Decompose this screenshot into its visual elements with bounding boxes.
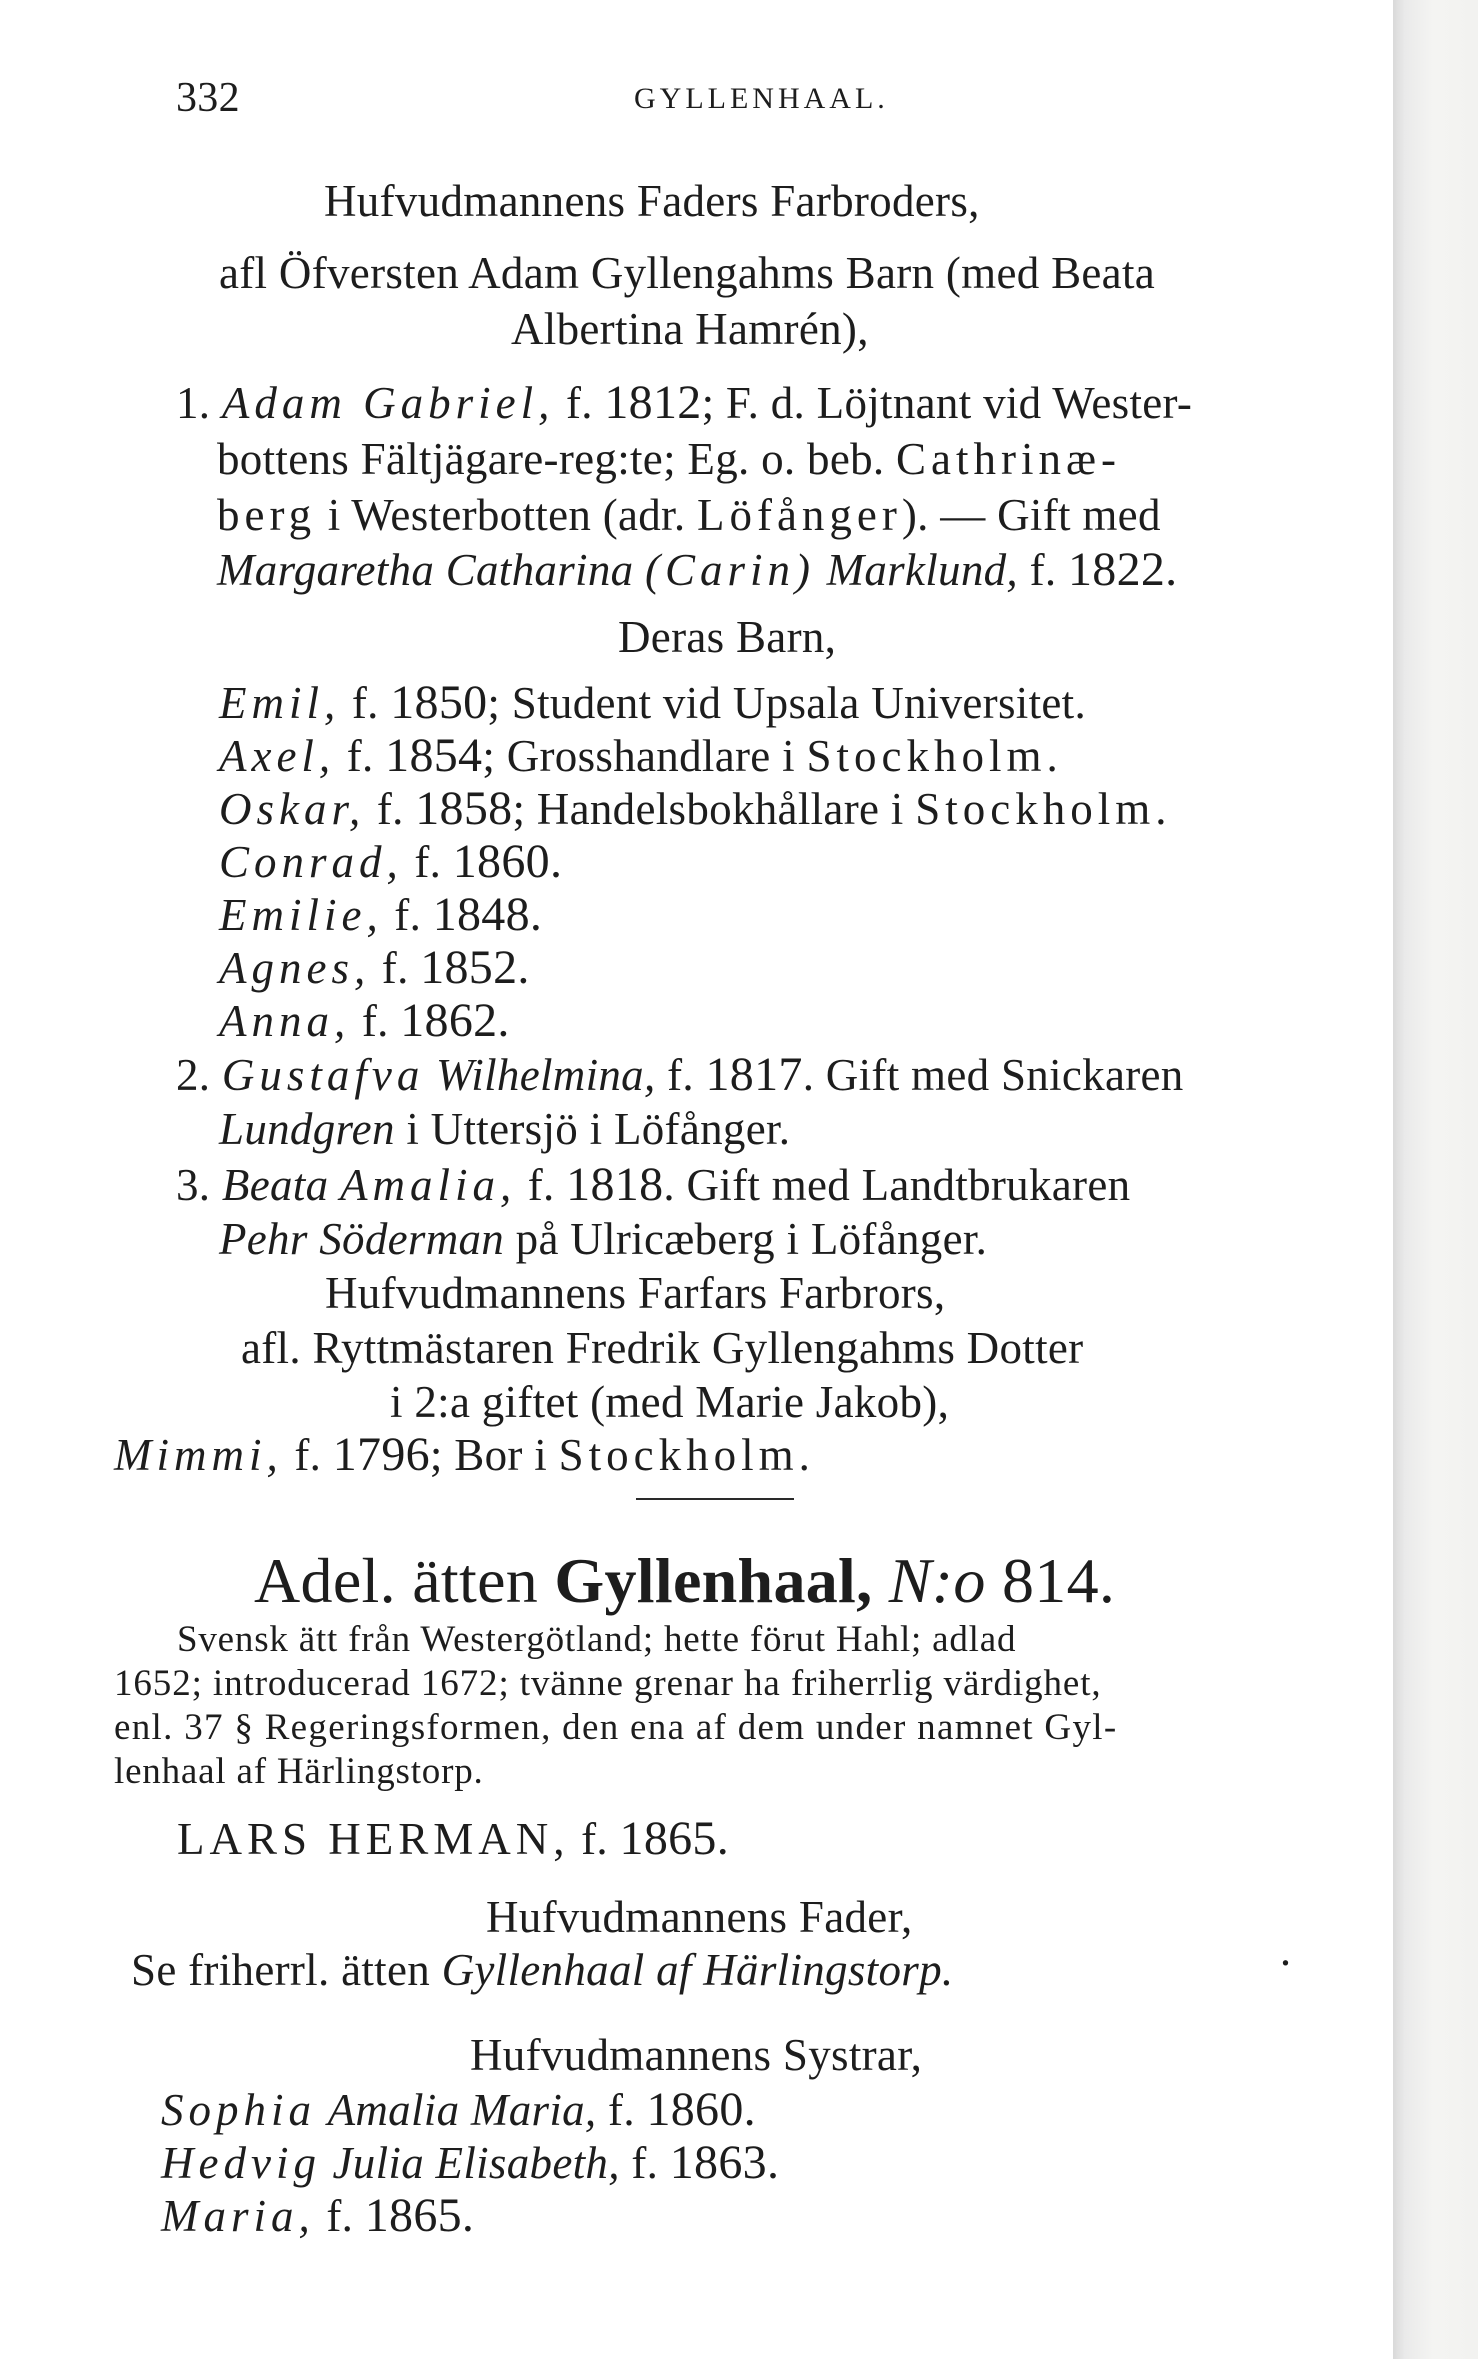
- family-description: lenhaal af Härlingstorp.: [114, 1751, 484, 1792]
- grandchild-entry: Axel, f. 1854; Grosshandlare i Stockholm.: [219, 729, 1063, 782]
- family-title: [254, 1545, 1115, 1617]
- father-reference: Se friherrl. ätten Gyllenhaal af Härlingstorp.: [131, 1945, 954, 1995]
- person-name: Emil,: [219, 678, 341, 728]
- family-title-prefix: Adel. ätten: [254, 1545, 539, 1616]
- person-name: Amalia Maria,: [327, 2085, 597, 2135]
- grandchild-entry: Anna, f. 1862.: [219, 994, 510, 1047]
- family-description: 1652; introducerad 1672; tvänne grenar ha friherrlig värdighet,: [114, 1663, 1102, 1704]
- grandchild-entry: Agnes, f. 1852.: [219, 941, 530, 994]
- person-name: Maria,: [161, 2191, 315, 2241]
- spouse-nickname: (Carin): [645, 545, 815, 595]
- section-heading: i 2:a giftet (med Marie Jakob),: [390, 1377, 950, 1427]
- person-name: Sophia: [161, 2085, 317, 2135]
- entry-2-line-2: Lundgren i Uttersjö i Löfånger.: [219, 1104, 791, 1154]
- sister-entry: Maria, f. 1865.: [161, 2189, 475, 2242]
- number-label: N:o: [888, 1545, 986, 1616]
- family-head: LARS HERMAN, f. 1865.: [177, 1812, 730, 1865]
- section-heading: afl Öfversten Adam Gyllengahms Barn (med Beata: [219, 248, 1156, 298]
- person-name: Hedvig: [161, 2138, 321, 2188]
- family-description: enl. 37 § Regeringsformen, den ena af dem under namnet Gyl-: [114, 1707, 1118, 1748]
- section-heading: afl. Ryttmästaren Fredrik Gyllengahms Dotter: [241, 1323, 1084, 1373]
- section-divider: [636, 1498, 794, 1500]
- person-name: Conrad,: [219, 837, 403, 887]
- spouse-name: Lundgren: [219, 1104, 395, 1154]
- entry-text: ; F. d. Löjtnant vid Wester-: [701, 378, 1193, 428]
- person-name: Amalia,: [339, 1160, 517, 1210]
- entry-number: 3.: [176, 1160, 211, 1210]
- person-name: Gustafva: [221, 1050, 425, 1100]
- person-name: Wilhelmina,: [435, 1050, 656, 1100]
- place-name: berg: [217, 490, 317, 540]
- birth-year: 1812: [604, 376, 702, 429]
- running-title: GYLLENHAAL.: [634, 82, 889, 115]
- spouse-name: Margaretha Catharina: [217, 545, 634, 595]
- grandchild-entry: Emil, f. 1850; Student vid Upsala Universitet.: [219, 676, 1086, 729]
- place-name: Stockholm.: [915, 784, 1172, 834]
- page-number: 332: [176, 75, 240, 121]
- family-name: Gyllenhaal,: [554, 1545, 873, 1616]
- grandchild-entry: Conrad, f. 1860.: [219, 835, 563, 888]
- entry-1-line-3: berg i Westerbotten (adr. Löfånger). — Gift med: [217, 490, 1161, 540]
- sister-entry: Sophia Amalia Maria, f. 1860.: [161, 2083, 756, 2136]
- cross-reference: Gyllenhaal af Härlingstorp.: [441, 1945, 954, 1995]
- page-edge: [1393, 0, 1478, 2359]
- spouse-surname: Marklund,: [826, 545, 1018, 595]
- sister-entry: Hedvig Julia Elisabeth, f. 1863.: [161, 2136, 780, 2189]
- section-heading: Hufvudmannens Systrar,: [470, 2030, 923, 2080]
- person-name: Agnes,: [219, 943, 371, 993]
- family-description: Svensk ätt från Westergötland; hette förut Hahl; adlad: [177, 1619, 1017, 1660]
- entry-1-line-2: bottens Fältjägare-reg:te; Eg. o. beb. Cathrinæ-: [217, 434, 1121, 484]
- person-name: Mimmi,: [114, 1430, 283, 1480]
- entry-3-line-2: Pehr Söderman på Ulricæberg i Löfånger.: [219, 1214, 988, 1264]
- entry-number: 1.: [176, 378, 211, 428]
- person-name: Beata: [221, 1160, 329, 1210]
- margin-dot: ·: [1278, 1938, 1294, 1988]
- person-name: Axel,: [219, 731, 336, 781]
- entry-3: 3. Beata Amalia, f. 1818. Gift med Landtbrukaren: [176, 1158, 1131, 1211]
- entry-2: 2. Gustafva Wilhelmina, f. 1817. Gift med Snickaren: [176, 1048, 1184, 1101]
- section-heading: Hufvudmannens Fader,: [486, 1892, 913, 1942]
- person-name: Adam Gabriel,: [221, 378, 555, 428]
- sub-heading: Deras Barn,: [618, 612, 837, 662]
- spouse-name: Pehr Söderman: [219, 1214, 505, 1264]
- grandchild-entry: Emilie, f. 1848.: [219, 888, 543, 941]
- place-name: Löfånger: [696, 490, 902, 540]
- born-label: f.: [565, 378, 593, 428]
- person-name: Emilie,: [219, 890, 383, 940]
- section-heading: Hufvudmannens Farfars Farbrors,: [325, 1268, 946, 1318]
- entry-1-spouse: Margaretha Catharina (Carin) Marklund, f. 1822.: [217, 543, 1178, 596]
- place-name: Stockholm.: [558, 1430, 815, 1480]
- section-heading: Hufvudmannens Faders Farbroders,: [324, 176, 980, 226]
- place-name: Cathrinæ-: [896, 434, 1121, 484]
- entry-1: [176, 375, 1192, 431]
- entry-number: 2.: [176, 1050, 211, 1100]
- person-name: Julia Elisabeth,: [332, 2138, 620, 2188]
- cousin-entry: Mimmi, f. 1796; Bor i Stockholm.: [114, 1428, 815, 1481]
- family-number: 814.: [1001, 1545, 1116, 1616]
- person-name: Anna,: [219, 996, 351, 1046]
- grandchild-entry: Oskar, f. 1858; Handelsbokhållare i Stockholm.: [219, 782, 1172, 835]
- section-heading: Albertina Hamrén),: [511, 304, 869, 354]
- head-name: LARS HERMAN,: [177, 1814, 570, 1864]
- place-name: Stockholm.: [806, 731, 1063, 781]
- person-name: Oskar,: [219, 784, 366, 834]
